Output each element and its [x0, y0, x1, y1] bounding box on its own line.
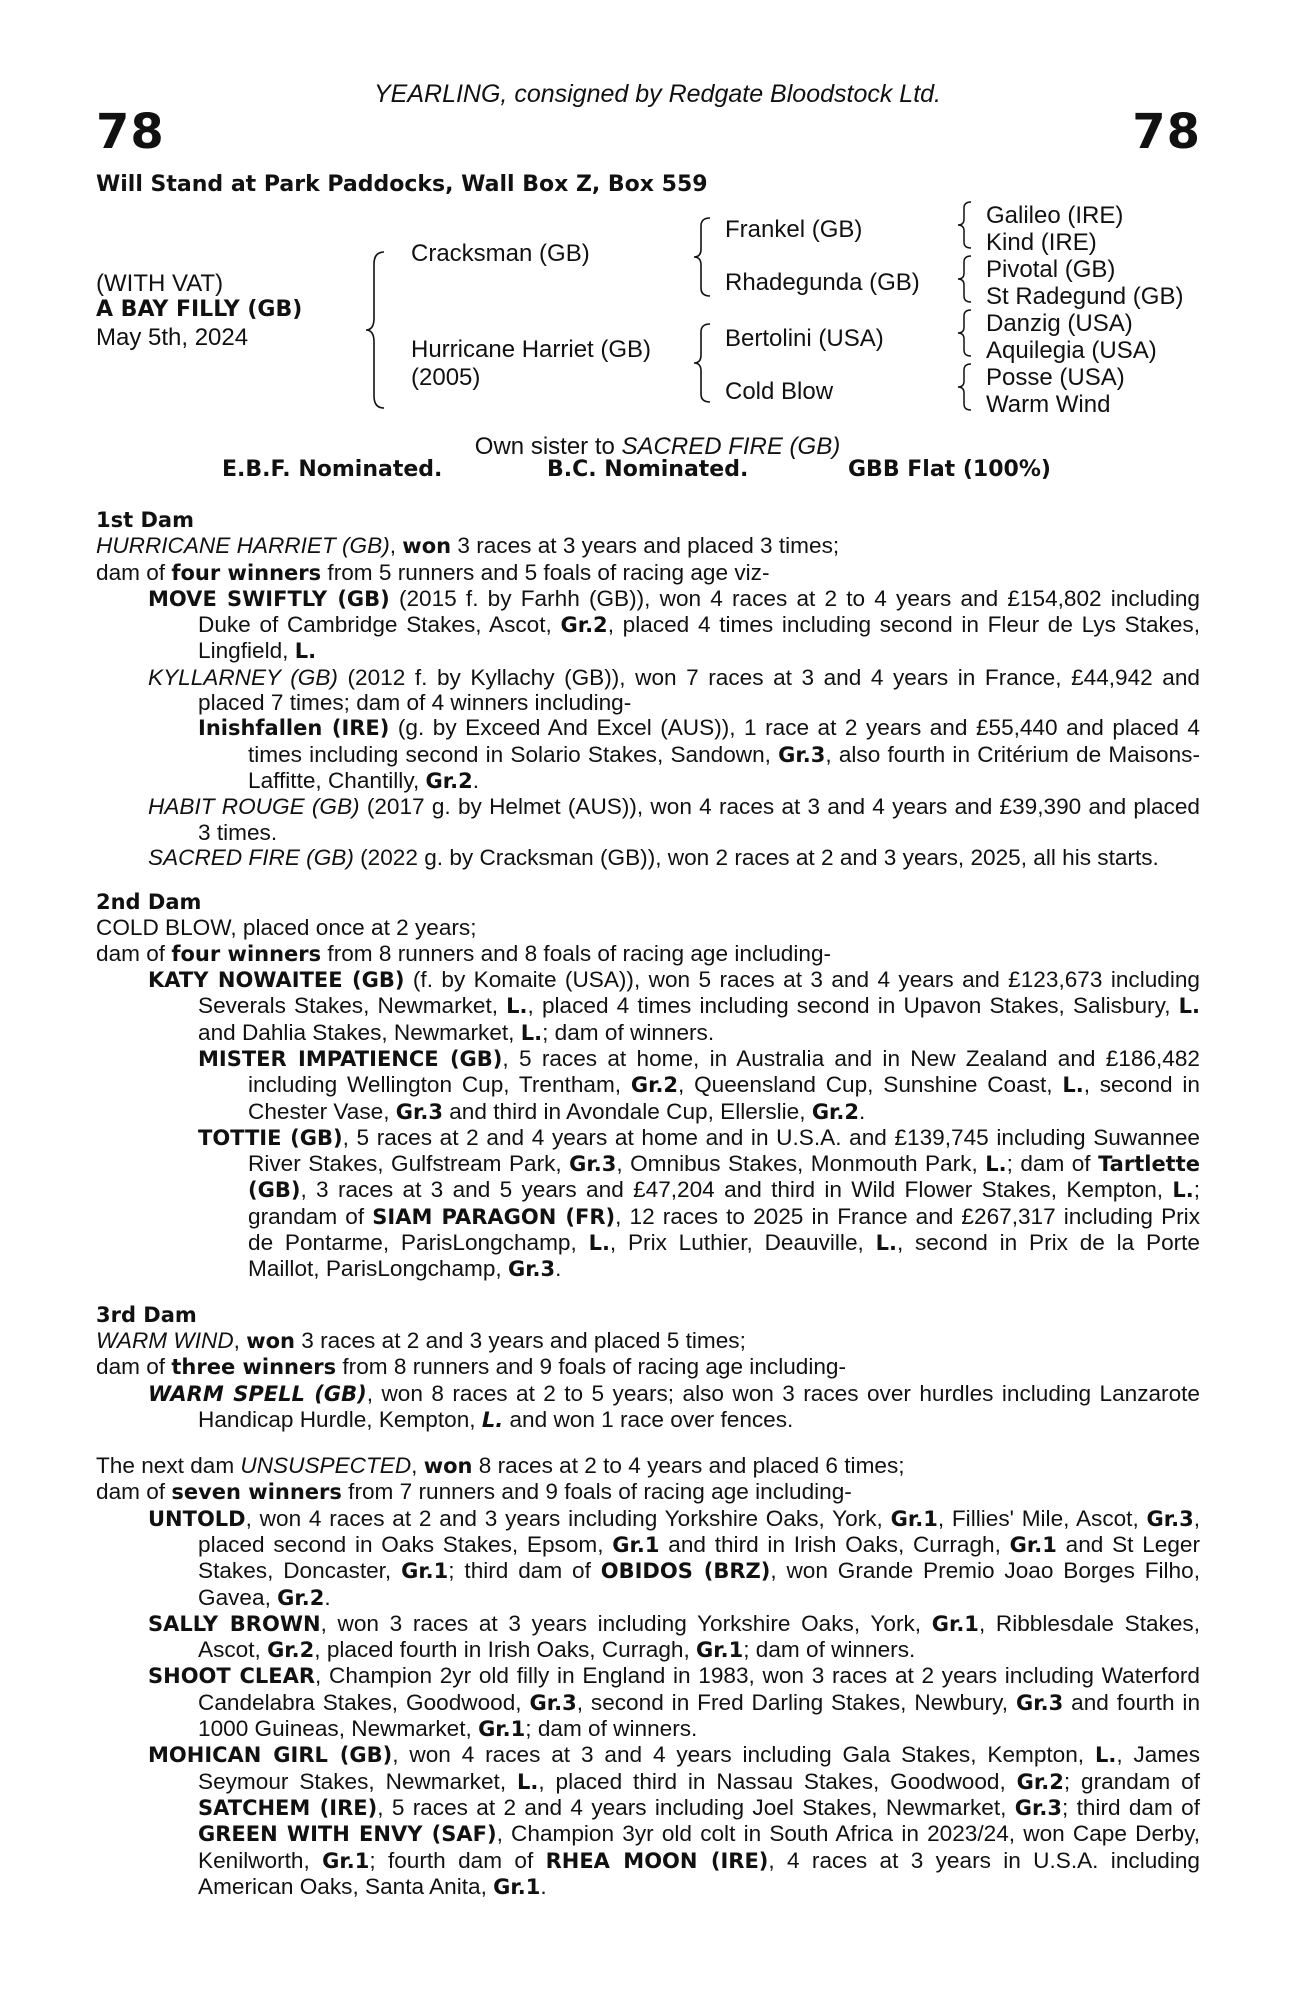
- third-dam-heading: 3rd Dam: [96, 1302, 197, 1327]
- text-run: , placed second in Oaks Stakes, Epsom,: [198, 1505, 1201, 1557]
- dam: Hurricane Harriet (GB): [411, 336, 652, 363]
- text-run: 8 races at 2 to 4 years and placed 6 times;: [472, 1453, 905, 1479]
- bold-text: Gr.1: [401, 1559, 449, 1584]
- dam-record-line: [96, 915, 1200, 940]
- bold-italic-text: WARM SPELL (GB): [148, 1381, 367, 1406]
- italic-text: HURRICANE HARRIET (GB): [96, 533, 390, 559]
- produce-entry: [148, 967, 1200, 1046]
- bold-text: SALLY BROWN: [148, 1611, 321, 1636]
- text-run: .: [472, 767, 479, 793]
- lot-number-right: 78: [1132, 104, 1201, 160]
- bold-text: L.: [520, 1020, 543, 1045]
- grandsire-3: Pivotal (GB): [986, 256, 1116, 283]
- dam-record-line: [96, 560, 1200, 586]
- second-dam-produce: [96, 967, 1200, 1283]
- text-run: , 5 races at 2 and 4 years at home and in U.S.A. and £139,745 including Suwannee River Stakes, Gulfstream Park,: [248, 1124, 1201, 1177]
- bold-text: Gr.2: [267, 1638, 315, 1663]
- second-dam-intro: [96, 915, 1200, 967]
- italic-text: KYLLARNEY (GB): [148, 664, 338, 690]
- bold-text: MISTER IMPATIENCE (GB): [198, 1046, 503, 1071]
- italic-text: SACRED FIRE (GB): [148, 844, 354, 870]
- text-run: , placed third in Nassau Stakes, Goodwood,: [538, 1768, 1017, 1794]
- text-run: , 3 races at 3 and 5 years and £47,204 and third in Wild Flower Stakes, Kempton,: [300, 1177, 1173, 1203]
- text-run: ; third dam of: [448, 1558, 601, 1584]
- dam-sire: Bertolini (USA): [725, 325, 884, 352]
- bold-text: L.: [875, 1231, 897, 1256]
- text-run: , also fourth in Critérium de Maisons-Laffitte, Chantilly,: [248, 741, 1201, 793]
- text-run: ; grandam of: [248, 1177, 1200, 1229]
- text-run: and third in Avondale Cup, Ellerslie,: [442, 1098, 812, 1124]
- bold-text: Gr.1: [890, 1506, 938, 1531]
- bold-text: L.: [1062, 1073, 1084, 1098]
- stabling-location: Will Stand at Park Paddocks, Wall Box Z, Box 559: [96, 172, 708, 197]
- bold-text: L.: [1172, 1178, 1194, 1203]
- bold-text: L.: [1094, 1743, 1117, 1768]
- bold-text: Gr.1: [322, 1848, 370, 1873]
- bold-text: won: [402, 534, 452, 559]
- produce-entry: [148, 665, 1200, 716]
- descendant-entry: [198, 715, 1200, 794]
- granddam-4: St Radegund (GB): [986, 283, 1184, 310]
- text-run: dam of: [96, 940, 172, 966]
- brace-g1: [956, 200, 974, 250]
- brace-g3: [956, 308, 974, 358]
- next-dam-intro: [96, 1453, 1200, 1506]
- bold-text: Gr.3: [1146, 1506, 1194, 1531]
- text-run: , Prix Luthier, Deauville,: [609, 1230, 876, 1256]
- text-run: from 7 runners and 9 foals of racing age including-: [341, 1479, 852, 1505]
- bold-text: Gr.1: [1009, 1532, 1057, 1557]
- granddam-8: Warm Wind: [986, 391, 1111, 418]
- text-run: .: [555, 1256, 562, 1282]
- first-dam-produce: [96, 586, 1200, 870]
- bold-text: seven winners: [171, 1480, 342, 1505]
- text-run: ; dam of: [1006, 1151, 1099, 1177]
- bold-text: SHOOT CLEAR: [148, 1664, 316, 1689]
- bold-text: TOTTIE (GB): [198, 1125, 343, 1150]
- text-run: , 4 races at 3 years in U.S.A. including American Oaks, Santa Anita,: [198, 1847, 1200, 1899]
- brace-sire: [692, 216, 714, 298]
- text-run: , James Seymour Stakes, Newmarket,: [198, 1742, 1201, 1794]
- text-run: , placed fourth in Irish Oaks, Curragh,: [314, 1637, 697, 1663]
- text-run: COLD BLOW, placed once at 2 years;: [96, 915, 477, 941]
- text-run: , 12 races to 2025 in France and £267,317 including Prix de Pontarme, ParisLongchamp,: [248, 1203, 1200, 1256]
- italic-text: WARM WIND: [96, 1327, 234, 1353]
- produce-entry: [148, 1663, 1200, 1742]
- bold-text: Gr.3: [569, 1152, 617, 1177]
- bold-text: L.: [1178, 994, 1200, 1019]
- dam-record-line: [96, 941, 1200, 967]
- italic-text: HABIT ROUGE (GB): [148, 794, 360, 820]
- produce-entry: [148, 1381, 1200, 1434]
- bold-text: RHEA MOON (IRE): [545, 1848, 769, 1873]
- bc-nomination: B.C. Nominated.: [547, 457, 749, 482]
- dam-record-line: [96, 1453, 1200, 1479]
- text-run: , Queensland Cup, Sunshine Coast,: [678, 1072, 1063, 1098]
- text-run: ; dam of winners.: [542, 1019, 715, 1045]
- horse-name: A BAY FILLY (GB): [96, 297, 303, 322]
- produce-entry: [148, 845, 1200, 870]
- grandsire-5: Danzig (USA): [986, 310, 1133, 337]
- foaling-date: May 5th, 2024: [96, 324, 249, 351]
- brace-dam: [692, 322, 714, 404]
- text-run: (2022 g. by Cracksman (GB)), won 2 races at 2 and 3 years, 2025, all his starts.: [353, 844, 1159, 870]
- italic-text: UNSUSPECTED: [240, 1453, 412, 1479]
- text-run: , second in Prix de la Porte Maillot, ParisLongchamp,: [248, 1230, 1200, 1282]
- dam-year: (2005): [411, 364, 481, 391]
- sire: Cracksman (GB): [411, 240, 590, 267]
- text-run: ; grandam of: [1063, 1768, 1200, 1794]
- text-run: (f. by Komaite (USA)), won 5 races at 3 and 4 years and £123,673 including Severals Stakes, Newmarket,: [198, 967, 1201, 1019]
- text-run: , Champion 3yr old colt in South Africa in 2023/24, won Cape Derby, Kenilworth,: [198, 1821, 1200, 1873]
- dam-record-line: [96, 533, 1200, 559]
- text-run: , won 3 races at 3 years including Yorkshire Oaks, York,: [320, 1610, 932, 1636]
- first-dam-intro: [96, 533, 1200, 586]
- sibling-name: SACRED FIRE (GB): [621, 433, 841, 460]
- text-run: 3 races at 3 years and placed 3 times;: [451, 533, 840, 559]
- produce-entry: [148, 586, 1200, 665]
- bold-text: MOVE SWIFTLY (GB): [148, 586, 390, 611]
- text-run: ; third dam of: [1061, 1794, 1201, 1820]
- bold-text: four winners: [171, 560, 322, 585]
- text-run: dam of: [96, 1354, 172, 1380]
- text-run: , placed 4 times including second in Upavon Stakes, Salisbury,: [527, 993, 1179, 1019]
- text-run: ; fourth dam of: [369, 1847, 546, 1873]
- first-dam-heading: 1st Dam: [96, 508, 194, 532]
- text-run: from 8 runners and 9 foals of racing age including-: [336, 1354, 847, 1380]
- bold-text: L.: [517, 1769, 539, 1794]
- text-run: , placed 4 times including second in Fleur de Lys Stakes, Lingfield,: [198, 612, 1200, 664]
- bold-text: L.: [985, 1152, 1007, 1177]
- text-run: , won 8 races at 2 to 5 years; also won 3 races over hurdles including Lanzarote Handicap Hurdle, Kempton,: [198, 1380, 1200, 1432]
- grandsire-7: Posse (USA): [986, 364, 1125, 391]
- text-run: and won 1 race over fences.: [503, 1406, 794, 1432]
- text-run: , won Grande Premio Joao Borges Filho, Gavea,: [198, 1558, 1200, 1610]
- bold-text: Gr.3: [507, 1257, 556, 1282]
- produce-entry: [148, 1506, 1200, 1611]
- produce-entry: [148, 794, 1200, 845]
- text-run: , 5 races at 2 and 4 years including Joel Stakes, Newmarket,: [377, 1794, 1015, 1820]
- text-run: dam of: [96, 559, 172, 585]
- bold-text: L.: [588, 1231, 610, 1256]
- third-dam-intro: [96, 1328, 1200, 1381]
- sire-dam: Rhadegunda (GB): [725, 269, 920, 296]
- bold-text: Gr.3: [395, 1099, 443, 1124]
- bold-text: Gr.2: [425, 768, 473, 793]
- text-run: , second in Chester Vase,: [248, 1072, 1200, 1124]
- bold-text: L.: [506, 994, 528, 1019]
- text-run: , won 4 races at 3 and 4 years including Gala Stakes, Kempton,: [392, 1742, 1095, 1768]
- bold-text: Gr.1: [493, 1874, 541, 1899]
- bold-text: Gr.1: [696, 1638, 744, 1663]
- bold-text: Gr.1: [478, 1717, 526, 1742]
- text-run: , 5 races at home, in Australia and in New Zealand and £186,482 including Wellington Cup, Trentham,: [248, 1045, 1200, 1098]
- bold-text: Tartlette (GB): [248, 1152, 1201, 1203]
- bold-text: won: [423, 1454, 473, 1479]
- produce-entry: [148, 1742, 1200, 1900]
- text-run: from 5 runners and 5 foals of racing age viz-: [321, 559, 770, 585]
- descendant-entry: [198, 1125, 1200, 1283]
- bold-text: Gr.3: [1014, 1795, 1062, 1820]
- text-run: The next dam: [96, 1453, 241, 1479]
- text-run: and Dahlia Stakes, Newmarket,: [198, 1019, 521, 1045]
- bold-text: three winners: [171, 1355, 337, 1380]
- bold-text: UNTOLD: [148, 1506, 246, 1531]
- text-run: , Champion 2yr old filly in England in 1983, won 3 races at 2 years including Waterford Candelabra Stakes, Goodwood,: [198, 1663, 1200, 1715]
- text-run: .: [859, 1098, 866, 1124]
- bold-text: MOHICAN GIRL (GB): [148, 1743, 393, 1768]
- text-run: , won 4 races at 2 and 3 years including Yorkshire Oaks, York,: [245, 1505, 891, 1531]
- bold-italic-text: L.: [481, 1407, 504, 1432]
- brace-g2: [956, 254, 974, 304]
- text-run: (2012 f. by Kyllachy (GB)), won 7 races at 3 and 4 years in France, £44,942 and placed 7 times; dam of 4 winners including-: [198, 664, 1200, 716]
- bold-text: KATY NOWAITEE (GB): [148, 968, 405, 993]
- bold-text: four winners: [171, 941, 322, 966]
- text-run: , Ribblesdale Stakes, Ascot,: [198, 1610, 1201, 1663]
- sibling-prefix: Own sister to: [474, 433, 622, 460]
- bold-text: Gr.2: [560, 613, 608, 638]
- consignment-title: YEARLING, consigned by Redgate Bloodstock Ltd.: [374, 80, 941, 108]
- text-run: .: [540, 1873, 547, 1899]
- second-dam-heading: 2nd Dam: [96, 890, 202, 915]
- gbb-status: GBB Flat (100%): [848, 457, 1051, 482]
- grandsire-1: Galileo (IRE): [986, 202, 1124, 229]
- text-run: and St Leger Stakes, Doncaster,: [198, 1531, 1200, 1584]
- bold-text: Gr.3: [1016, 1690, 1064, 1715]
- bold-text: Gr.2: [630, 1073, 679, 1098]
- brace-main: [364, 250, 390, 410]
- bold-text: Gr.1: [931, 1611, 979, 1636]
- granddam-2: Kind (IRE): [986, 229, 1097, 256]
- bold-text: Gr.2: [811, 1099, 860, 1124]
- text-run: ,: [411, 1453, 424, 1479]
- text-run: .: [324, 1584, 331, 1610]
- text-run: ,: [233, 1327, 247, 1353]
- catalogue-body: [96, 508, 1200, 1900]
- dam-record-line: [96, 1328, 1200, 1354]
- text-run: ; dam of winners.: [525, 1716, 698, 1742]
- sire-sire: Frankel (GB): [725, 216, 863, 243]
- text-run: (2015 f. by Farhh (GB)), won 4 races at 2 to 4 years and £154,802 including Duke of Cambridge Stakes, Ascot,: [198, 585, 1200, 638]
- bold-text: Gr.3: [778, 742, 826, 767]
- bold-text: Gr.3: [529, 1690, 577, 1715]
- text-run: , Fillies' Mile, Ascot,: [937, 1505, 1147, 1531]
- dam-record-line: [96, 1354, 1200, 1380]
- text-run: and fourth in 1000 Guineas, Newmarket,: [198, 1689, 1201, 1742]
- granddam-6: Aquilegia (USA): [986, 337, 1157, 364]
- produce-entry: [148, 1611, 1200, 1664]
- bold-text: SIAM PARAGON (FR): [372, 1204, 616, 1229]
- bold-text: Gr.2: [277, 1585, 325, 1610]
- lot-number-left: 78: [96, 104, 165, 160]
- bold-text: won: [246, 1328, 295, 1353]
- bold-text: SATCHEM (IRE): [198, 1795, 378, 1820]
- text-run: , Omnibus Stakes, Monmouth Park,: [616, 1151, 986, 1177]
- text-run: from 8 runners and 8 foals of racing age including-: [321, 940, 832, 966]
- text-run: ,: [389, 533, 403, 559]
- next-dam-produce: [96, 1506, 1200, 1900]
- bold-text: Inishfallen (IRE): [198, 716, 390, 741]
- bold-text: GREEN WITH ENVY (SAF): [198, 1822, 497, 1847]
- vat-status: (WITH VAT): [96, 270, 224, 297]
- text-run: (g. by Exceed And Excel (AUS)), 1 race at 2 years and £55,440 and placed 4 times including second in Solario Stakes, Sandown,: [248, 715, 1200, 767]
- ebf-nomination: E.B.F. Nominated.: [222, 457, 443, 482]
- bold-text: Gr.2: [1016, 1769, 1064, 1794]
- text-run: ; dam of winners.: [743, 1637, 916, 1663]
- third-dam-produce: [96, 1381, 1200, 1434]
- text-run: and third in Irish Oaks, Curragh,: [659, 1531, 1010, 1557]
- descendant-entry: [198, 1046, 1200, 1125]
- bold-text: OBIDOS (BRZ): [600, 1559, 771, 1584]
- bold-text: L.: [294, 639, 317, 664]
- dam-dam: Cold Blow: [725, 378, 834, 405]
- text-run: 3 races at 2 and 3 years and placed 5 times;: [294, 1327, 746, 1353]
- bold-text: Gr.1: [612, 1532, 660, 1557]
- brace-g4: [956, 362, 974, 412]
- text-run: dam of: [96, 1479, 172, 1505]
- text-run: (2017 g. by Helmet (AUS)), won 4 races at 3 and 4 years and £39,390 and placed 3 times.: [198, 794, 1200, 845]
- text-run: , second in Fred Darling Stakes, Newbury,: [576, 1689, 1016, 1715]
- dam-record-line: [96, 1479, 1200, 1505]
